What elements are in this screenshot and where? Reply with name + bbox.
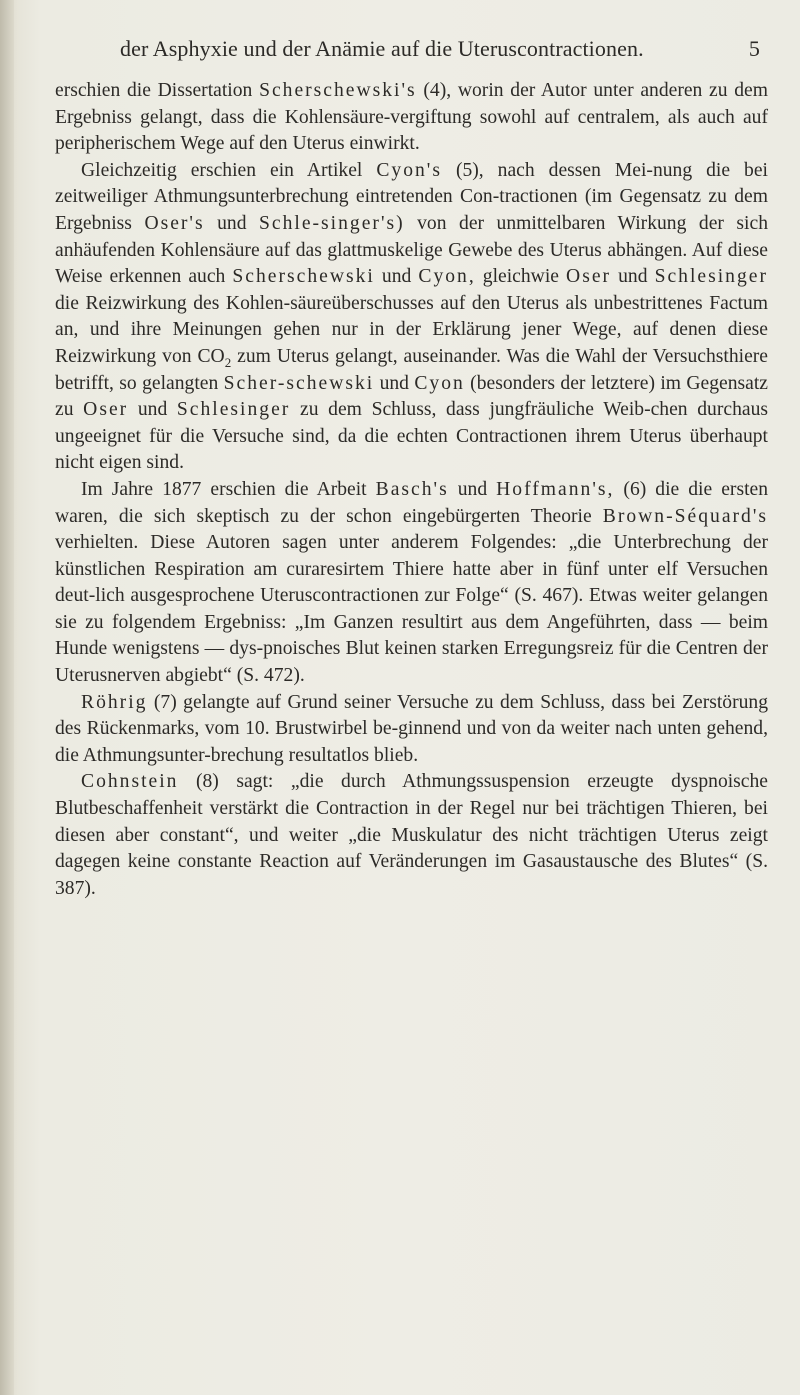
spaced-name: Oser's bbox=[144, 212, 205, 234]
text-run: die Reizwirkung des Kohlen-säureüberschusses auf den Uterus als unbestrittenes Factum an, und ihre Meinungen gehen nur in der Erklärung jener Wege, auf denen diese Reizwirkung von CO bbox=[55, 292, 768, 367]
body-text bbox=[55, 78, 768, 902]
text-run: von der unmittelbaren Wirkung der sich anhäufenden Kohlensäure auf das glattmuskelige Gewebe des Uterus abhängen. Auf diese Weise erkennen auch bbox=[55, 212, 768, 288]
text-run: (6) die die ersten waren, die sich skeptisch zu der schon eingebürgerten Theorie bbox=[55, 478, 769, 527]
paragraph bbox=[55, 477, 768, 690]
text-run: verhielten. Diese Autoren sagen unter anderem Folgendes: „die Unterbrechung der künstlichen Respiration am curaresirtem Thiere hatte aber in fünf unter elf Versuchen deut-lich ausgesprochene Uteruscontractionen zur Folge“ (S. 467). Etwas weiter gelangen sie zu folgendem Ergebniss: „Im Ganzen resultirt aus dem Angeführten, dass — beim Hunde wenigstens — dys-pnoisches Blut keinen starken Erregungsreiz für die Centren der Uterusnerven abgiebt“ (S. 472). bbox=[55, 532, 768, 687]
paragraph bbox=[55, 78, 768, 158]
spaced-name: Scher-schewski bbox=[223, 372, 375, 394]
text-run: zum Uterus gelangt, auseinander. Was die Wahl der Versuchsthiere betrifft, so gelangten bbox=[55, 345, 768, 394]
page-number: 5 bbox=[748, 36, 760, 61]
text-run: und bbox=[448, 478, 497, 500]
text-run: und bbox=[374, 372, 415, 394]
spaced-name: Scherschewski bbox=[232, 266, 375, 288]
spaced-name: Scherschewski's bbox=[259, 80, 417, 101]
subscript: 2 bbox=[224, 354, 232, 370]
spaced-name: Hoffmann's, bbox=[496, 478, 615, 500]
spaced-name: Cohnstein bbox=[81, 771, 179, 793]
text-run: gleichwie bbox=[475, 266, 567, 288]
spaced-name: Oser bbox=[566, 266, 612, 288]
spaced-name: Cyon's bbox=[376, 159, 442, 181]
spaced-name: Cyon bbox=[414, 372, 465, 394]
spaced-name: Schlesinger bbox=[176, 399, 291, 421]
paragraph bbox=[55, 690, 768, 770]
paragraph bbox=[55, 769, 768, 902]
text-run: erschien die Dissertation bbox=[55, 80, 260, 101]
spaced-name: Schlesinger bbox=[654, 266, 768, 288]
paragraph bbox=[55, 158, 768, 477]
text-run: Gleichzeitig erschien ein Artikel bbox=[81, 159, 377, 181]
text-run: (5), nach dessen Mei-nung die bei zeitweiliger Athmungsunterbrechung eintretenden Con-tractionen (im Gegensatz zu dem Ergebniss bbox=[55, 159, 768, 234]
text-run: (7) gelangte auf Grund seiner Versuche zu dem Schluss, dass bei Zerstörung des Rückenmarks, vom 10. Brustwirbel be-ginnend und von da weiter nach unten gehend, die Athmungsunter-brechung resultatlos blieb. bbox=[55, 691, 768, 766]
spaced-name: Basch's bbox=[375, 478, 449, 500]
text-run: Im Jahre 1877 erschien die Arbeit bbox=[81, 478, 376, 500]
spaced-name: Oser bbox=[83, 399, 129, 421]
running-header bbox=[120, 36, 760, 68]
text-run: zu dem Schluss, dass jungfräuliche Weib-chen durchaus ungeeignet für die Versuche sind, da die echten Contractionen ihrem Uterus überhaupt nicht eigen sind. bbox=[55, 399, 768, 474]
text-run: (besonders der letztere) im Gegensatz zu bbox=[55, 372, 768, 421]
text-run: (8) sagt: „die durch Athmungssuspension erzeugte dyspnoische Blutbeschaffenheit verstärkt die Contraction in der Regel nur bei trächtigen Thieren, bei diesen aber constant“, und weiter „die Muskulatur des nicht trächtigen Uterus zeigt dagegen keine constante Reaction auf Veränderungen im Gasaustausche des Blutes“ (S. 387). bbox=[55, 771, 768, 899]
spaced-name: Cyon, bbox=[418, 266, 476, 288]
header-title: der Asphyxie und der Anämie auf die Uteruscontractionen. bbox=[120, 36, 644, 61]
text-run: und bbox=[374, 266, 419, 288]
page-binding-shadow bbox=[0, 0, 14, 1395]
spaced-name: Brown-Séquard's bbox=[602, 505, 768, 527]
text-run: und bbox=[128, 399, 177, 421]
spaced-name: Röhrig bbox=[81, 691, 148, 713]
text-run: und bbox=[611, 266, 655, 288]
spaced-name: Schle-singer's) bbox=[259, 212, 405, 234]
text-run: (4), worin der Autor unter anderen zu dem Ergebniss gelangt, dass die Kohlensäure-vergiftung sowohl auf centralem, als auch auf peripherischem Wege auf den Uterus einwirkt. bbox=[55, 80, 768, 155]
text-run: und bbox=[204, 212, 259, 234]
